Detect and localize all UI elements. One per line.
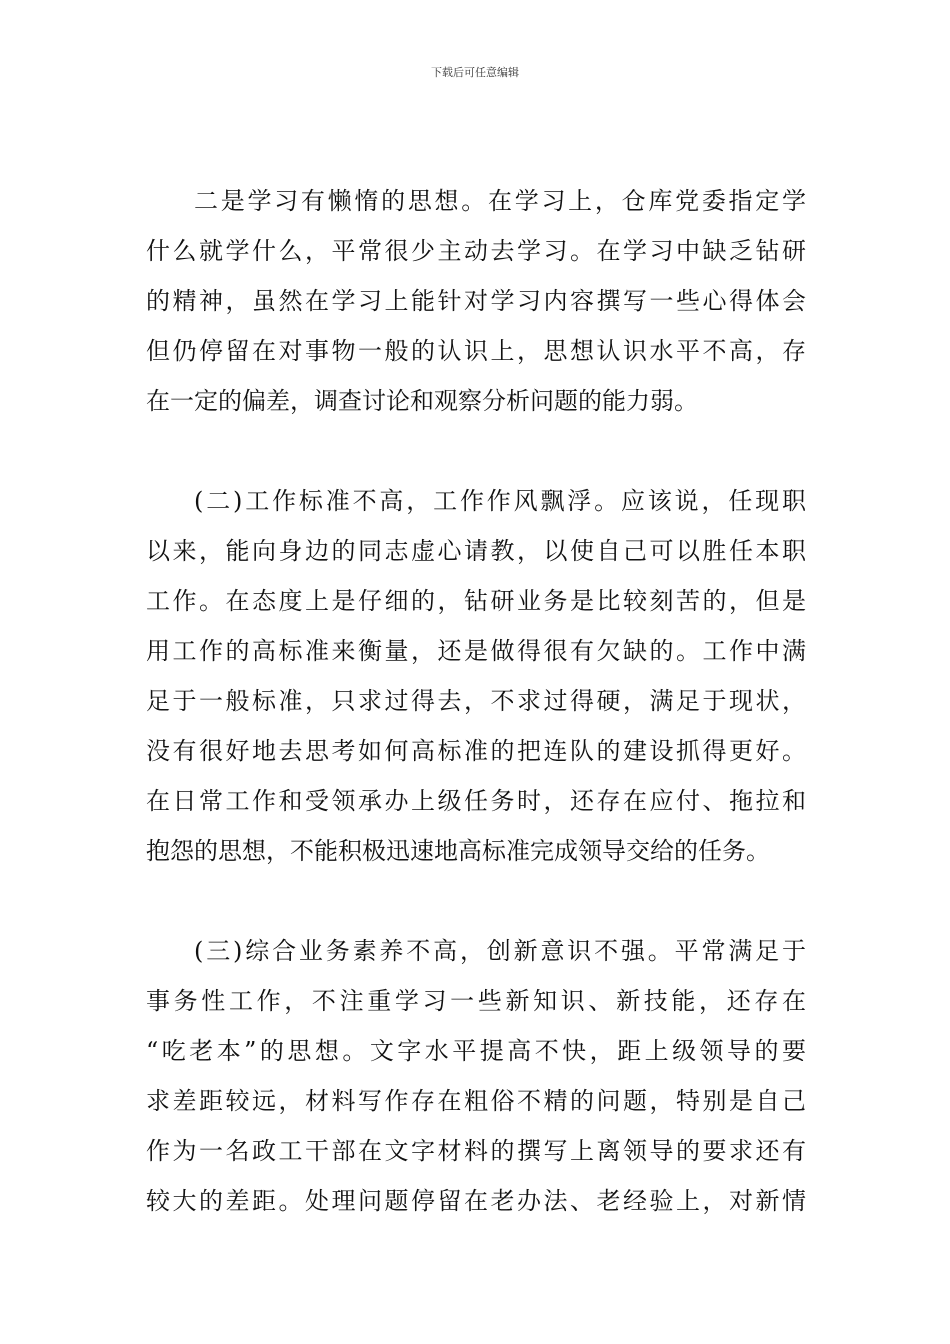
text-line: 二是学习有懒惰的思想。在学习上，仓库党委指定学 [194, 187, 806, 215]
text-line: 求差距较远，材料写作存在粗俗不精的问题，特别是自己 [146, 1087, 806, 1115]
text-line: 的精神，虽然在学习上能针对学习内容撰写一些心得体会 [146, 287, 806, 315]
text-line: 作为一名政工干部在文字材料的撰写上离领导的要求还有 [146, 1137, 806, 1165]
text-line: 较大的差距。处理问题停留在老办法、老经验上，对新情 [146, 1187, 806, 1215]
text-line: 足于一般标准，只求过得去，不求过得硬，满足于现状， [146, 687, 806, 715]
paragraph-business-quality [146, 926, 806, 1226]
page-header: 下载后可任意编辑 [431, 66, 519, 79]
text-line: 在一定的偏差，调查讨论和观察分析问题的能力弱。 [146, 387, 698, 415]
text-line: 在日常工作和受领承办上级任务时，还存在应付、拖拉和 [146, 787, 806, 815]
text-line: 事务性工作，不注重学习一些新知识、新技能，还存在 [146, 987, 806, 1015]
paragraph-study-attitude [146, 176, 806, 426]
text-line: (二)工作标准不高，工作作风飘浮。应该说，任现职 [194, 487, 806, 515]
text-line: (三)综合业务素养不高，创新意识不强。平常满足于 [194, 937, 806, 965]
text-line: 以来，能向身边的同志虚心请教，以使自己可以胜任本职 [146, 537, 806, 565]
text-line: 用工作的高标准来衡量，还是做得很有欠缺的。工作中满 [146, 637, 806, 665]
text-line: 工作。在态度上是仔细的，钻研业务是比较刻苦的，但是 [146, 587, 806, 615]
paragraph-work-standard [146, 476, 806, 876]
text-line: “吃老本”的思想。文字水平提高不快，距上级领导的要 [146, 1037, 806, 1065]
document-body [146, 176, 806, 1276]
text-line: 什么就学什么，平常很少主动去学习。在学习中缺乏钻研 [146, 237, 806, 265]
text-line: 抱怨的思想，不能积极迅速地高标准完成领导交给的任务。 [146, 837, 770, 865]
text-line: 没有很好地去思考如何高标准的把连队的建设抓得更好。 [146, 737, 806, 765]
text-line: 但仍停留在对事物一般的认识上，思想认识水平不高，存 [146, 337, 806, 365]
